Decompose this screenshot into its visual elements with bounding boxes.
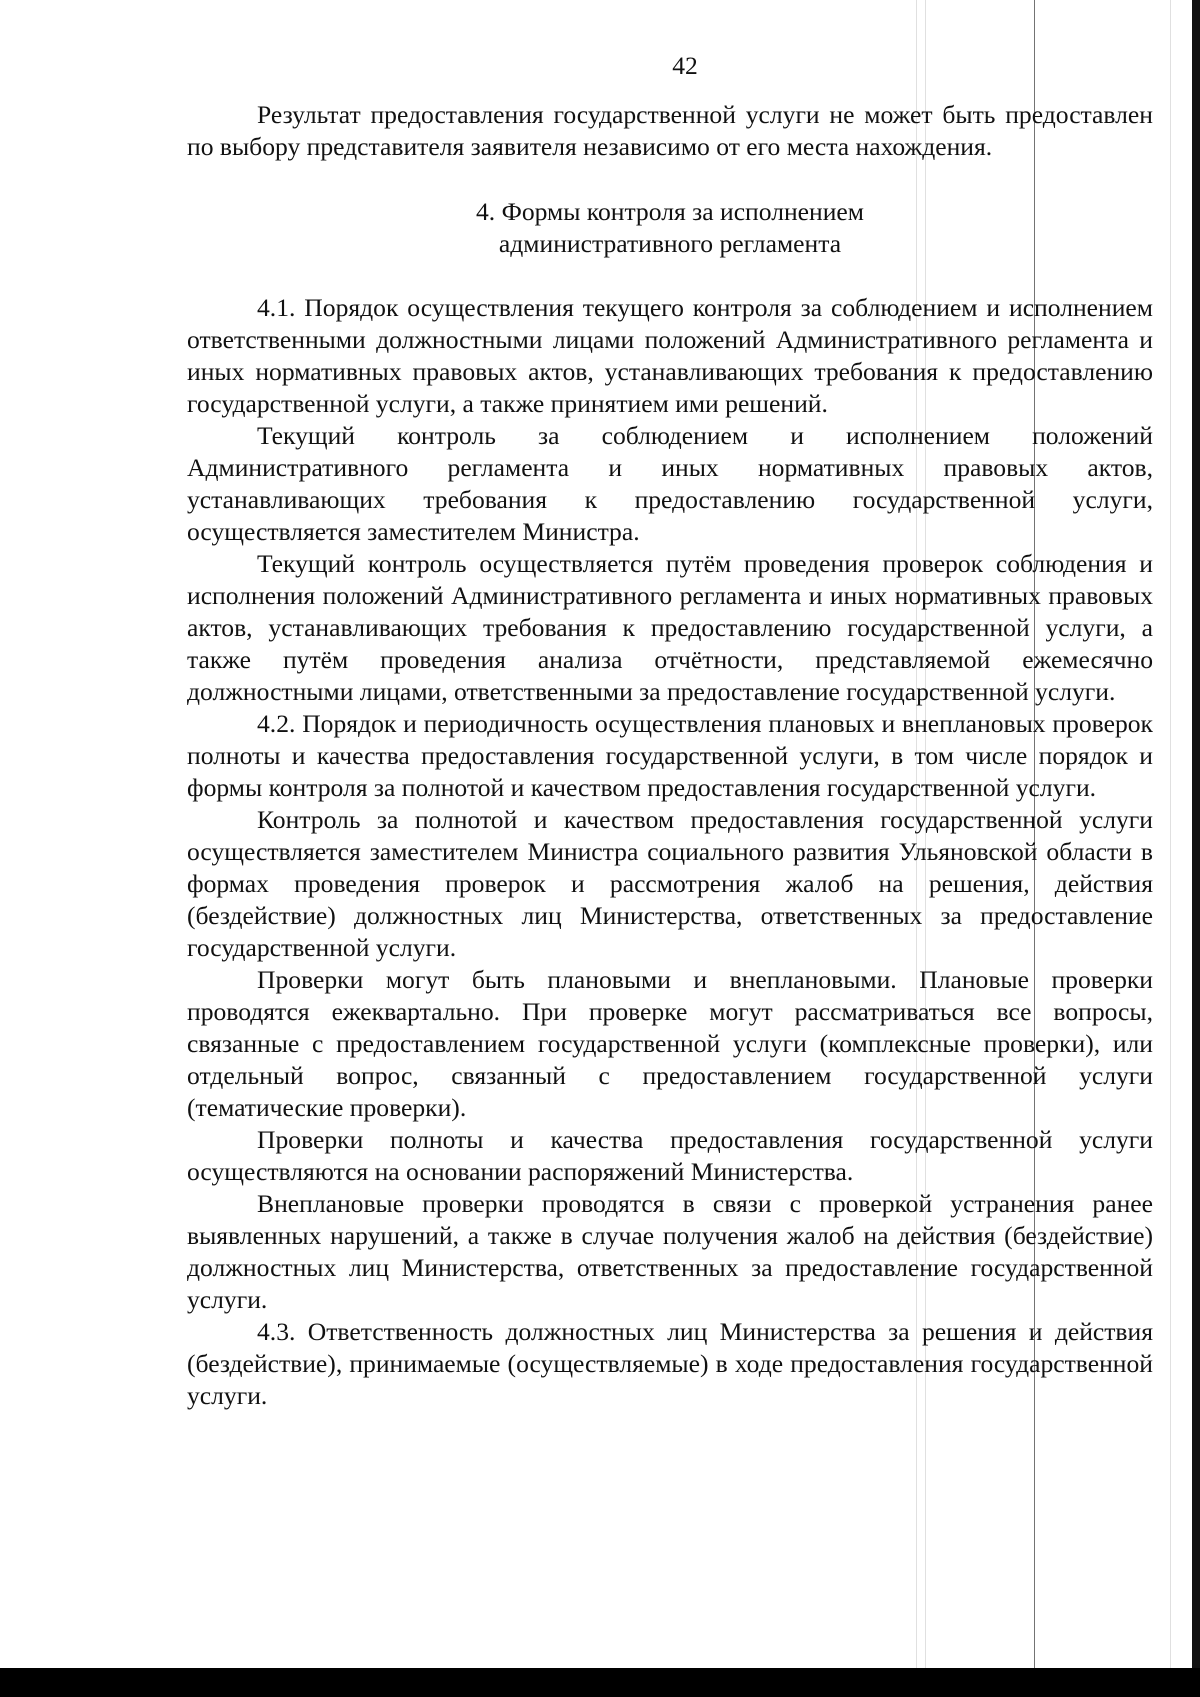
paragraph-4-2: 4.2. Порядок и периодичность осуществления плановых и внеплановых проверок полноты и качества предоставления государственной услуги, в том числе порядок и формы контроля за полнотой и качеством предоставления государственной услуги. [187,709,1153,802]
scan-artifact-line [1170,0,1171,1668]
section-heading-line: административного регламента [498,229,842,258]
intro-paragraph: Результат предоставления государственной услуги не может быть предоставлен по выбору представителя заявителя независимо от его места нахождения. [187,100,1153,161]
page-number: 42 [672,51,698,80]
paragraph: Текущий контроль за соблюдением и исполнением положений Административного регламента и иных нормативных правовых актов, устанавливающих требования к предоставлению государственной услуги, осуществляется заместителем Министра. [187,421,1153,546]
paragraph: Проверки могут быть плановыми и внеплановыми. Плановые проверки проводятся ежеквартально. При проверке могут рассматриваться все вопросы, связанные с предоставлением государственной услуги (комплексные проверки), или отдельный вопрос, связанный с предоставлением государственной услуги (тематические проверки). [187,965,1153,1122]
document-body [187,50,1153,1412]
paragraph-4-1: 4.1. Порядок осуществления текущего контроля за соблюдением и исполнением ответственными должностными лицами положений Административного регламента и иных нормативных правовых актов, устанавливающих требования к предоставлению государственной услуги, а также принятием ими решений. [187,293,1153,418]
scan-edge-right [1192,0,1200,1697]
section-heading-line: 4. Формы контроля за исполнением [476,197,864,226]
paragraph: Текущий контроль осуществляется путём проведения проверок соблюдения и исполнения положений Административного регламента и иных нормативных правовых актов, устанавливающих требования к предоставлению государственной услуги, а также путём проведения анализа отчётности, представляемой ежемесячно должностными лицами, ответственными за предоставление государственной услуги. [187,549,1153,706]
paragraph: Контроль за полнотой и качеством предоставления государственной услуги осуществляется заместителем Министра социального развития Ульяновской области в формах проведения проверок и рассмотрения жалоб на решения, действия (бездействие) должностных лиц Министерства, ответственных за предоставление государственной услуги. [187,805,1153,962]
section-heading [187,196,1153,260]
paragraph-4-3: 4.3. Ответственность должностных лиц Министерства за решения и действия (бездействие), принимаемые (осуществляемые) в ходе предоставления государственной услуги. [187,1317,1153,1410]
paragraph: Внеплановые проверки проводятся в связи с проверкой устранения ранее выявленных нарушений, а также в случае получения жалоб на действия (бездействие) должностных лиц Министерства, ответственных за предоставление государственной услуги. [187,1189,1153,1314]
paragraph: Проверки полноты и качества предоставления государственной услуги осуществляются на основании распоряжений Министерства. [187,1125,1153,1186]
scan-edge-bottom [0,1668,1200,1697]
